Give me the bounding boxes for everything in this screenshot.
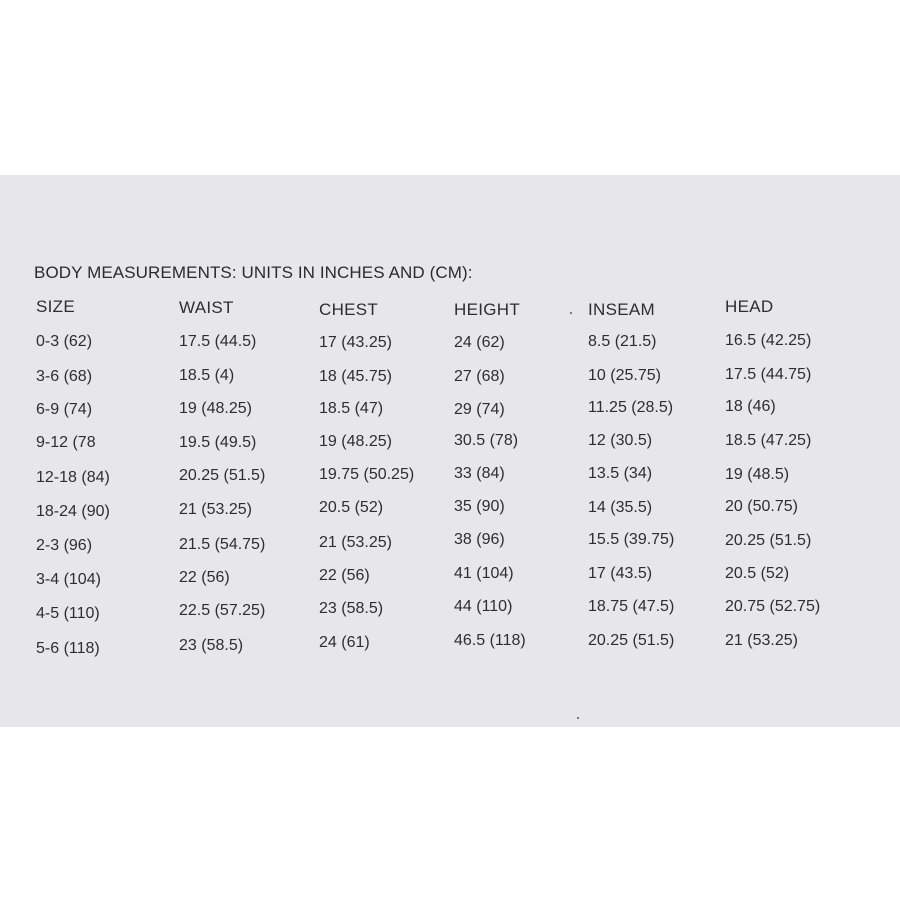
table-cell-inseam: 10 (25.75) bbox=[588, 367, 661, 384]
speck bbox=[570, 312, 572, 314]
table-cell-chest: 24 (61) bbox=[319, 634, 370, 651]
table-cell-inseam: 18.75 (47.5) bbox=[588, 598, 675, 615]
table-cell-inseam: 13.5 (34) bbox=[588, 465, 653, 482]
table-cell-head: 20.5 (52) bbox=[725, 565, 790, 582]
table-cell-head: 20.25 (51.5) bbox=[725, 532, 812, 549]
table-cell-size: 5-6 (118) bbox=[36, 640, 100, 657]
speck bbox=[577, 717, 579, 719]
table-cell-chest: 20.5 (52) bbox=[319, 499, 384, 516]
table-cell-inseam: 12 (30.5) bbox=[588, 432, 653, 449]
table-cell-waist: 22.5 (57.25) bbox=[179, 602, 266, 619]
table-cell-head: 16.5 (42.25) bbox=[725, 332, 812, 349]
table-cell-waist: 21.5 (54.75) bbox=[179, 536, 266, 553]
table-cell-waist: 22 (56) bbox=[179, 569, 230, 586]
table-cell-inseam: 8.5 (21.5) bbox=[588, 333, 657, 350]
table-cell-size: 9-12 (78 bbox=[36, 434, 96, 451]
table-cell-inseam: 15.5 (39.75) bbox=[588, 531, 675, 548]
column-header-height: HEIGHT bbox=[454, 300, 521, 319]
table-cell-inseam: 20.25 (51.5) bbox=[588, 632, 675, 649]
table-cell-inseam: 17 (43.5) bbox=[588, 565, 653, 582]
table-cell-chest: 18.5 (47) bbox=[319, 400, 384, 417]
table-cell-height: 33 (84) bbox=[454, 465, 505, 482]
table-cell-waist: 19 (48.25) bbox=[179, 400, 252, 417]
table-cell-chest: 22 (56) bbox=[319, 567, 370, 584]
table-cell-size: 4-5 (110) bbox=[36, 605, 100, 622]
table-cell-chest: 19.75 (50.25) bbox=[319, 466, 415, 483]
column-header-size: SIZE bbox=[36, 297, 75, 316]
table-cell-waist: 18.5 (4) bbox=[179, 367, 235, 384]
table-cell-height: 38 (96) bbox=[454, 531, 505, 548]
table-cell-waist: 19.5 (49.5) bbox=[179, 434, 257, 451]
table-cell-height: 24 (62) bbox=[454, 334, 505, 351]
table-cell-chest: 23 (58.5) bbox=[319, 600, 384, 617]
column-header-head: HEAD bbox=[725, 297, 774, 316]
table-cell-waist: 21 (53.25) bbox=[179, 501, 252, 518]
table-cell-chest: 17 (43.25) bbox=[319, 334, 392, 351]
table-cell-head: 19 (48.5) bbox=[725, 466, 790, 483]
table-cell-size: 12-18 (84) bbox=[36, 469, 110, 486]
table-cell-height: 30.5 (78) bbox=[454, 432, 519, 449]
table-cell-inseam: 11.25 (28.5) bbox=[588, 399, 674, 416]
table-cell-size: 6-9 (74) bbox=[36, 401, 93, 418]
table-cell-chest: 18 (45.75) bbox=[319, 368, 392, 385]
table-cell-size: 3-6 (68) bbox=[36, 368, 93, 385]
table-cell-head: 18 (46) bbox=[725, 398, 776, 415]
column-header-chest: CHEST bbox=[319, 300, 379, 319]
table-cell-size: 0-3 (62) bbox=[36, 333, 93, 350]
table-cell-chest: 21 (53.25) bbox=[319, 534, 392, 551]
table-cell-waist: 20.25 (51.5) bbox=[179, 467, 266, 484]
table-cell-height: 44 (110) bbox=[454, 598, 513, 615]
table-cell-height: 35 (90) bbox=[454, 498, 505, 515]
table-cell-height: 41 (104) bbox=[454, 565, 514, 582]
table-cell-head: 17.5 (44.75) bbox=[725, 366, 812, 383]
table-cell-head: 20.75 (52.75) bbox=[725, 598, 821, 615]
table-cell-waist: 17.5 (44.5) bbox=[179, 333, 257, 350]
table-cell-size: 18-24 (90) bbox=[36, 503, 110, 520]
table-cell-height: 29 (74) bbox=[454, 401, 505, 418]
table-cell-head: 21 (53.25) bbox=[725, 632, 798, 649]
table-cell-size: 3-4 (104) bbox=[36, 571, 101, 588]
column-header-inseam: INSEAM bbox=[588, 300, 655, 319]
table-cell-chest: 19 (48.25) bbox=[319, 433, 392, 450]
table-cell-head: 20 (50.75) bbox=[725, 498, 798, 515]
table-cell-waist: 23 (58.5) bbox=[179, 637, 244, 654]
column-header-waist: WAIST bbox=[179, 298, 234, 317]
table-cell-inseam: 14 (35.5) bbox=[588, 499, 653, 516]
table-cell-height: 27 (68) bbox=[454, 368, 505, 385]
table-cell-size: 2-3 (96) bbox=[36, 537, 93, 554]
table-cell-height: 46.5 (118) bbox=[454, 632, 526, 649]
table-cell-head: 18.5 (47.25) bbox=[725, 432, 812, 449]
table-title: BODY MEASUREMENTS: UNITS IN INCHES AND (CM): bbox=[34, 263, 473, 282]
